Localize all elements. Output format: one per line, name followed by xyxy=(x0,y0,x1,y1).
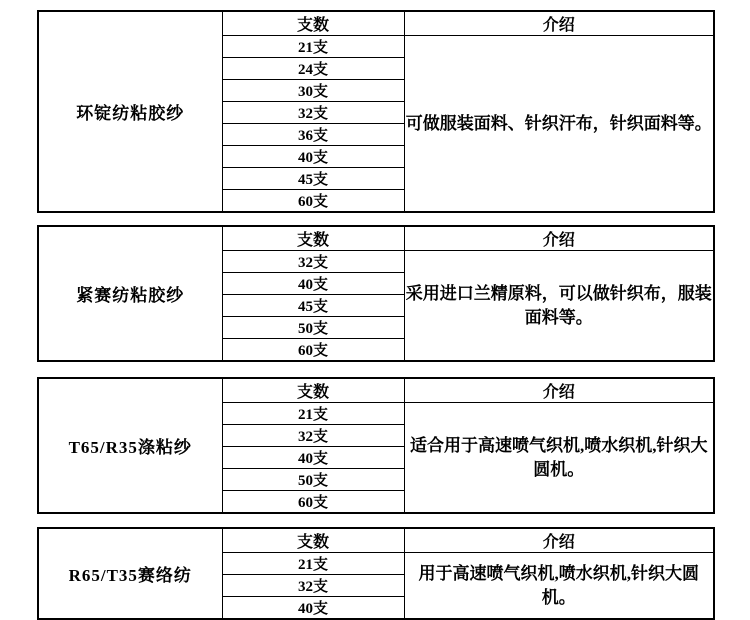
counts-header: 支数 xyxy=(222,226,404,251)
count-value: 30支 xyxy=(222,80,404,102)
product-name: 紧赛纺粘胶纱 xyxy=(38,226,222,361)
counts-header: 支数 xyxy=(222,528,404,553)
intro-text: 用于高速喷气织机,喷水织机,针织大圆机。 xyxy=(404,553,714,620)
count-value: 50支 xyxy=(222,317,404,339)
yarn-table-compact-siro-viscose xyxy=(37,225,715,362)
counts-header: 支数 xyxy=(222,378,404,403)
intro-header: 介绍 xyxy=(404,378,714,403)
count-value: 32支 xyxy=(222,251,404,273)
intro-text: 可做服装面料、针织汗布，针织面料等。 xyxy=(404,36,714,213)
count-value: 60支 xyxy=(222,491,404,514)
count-value: 60支 xyxy=(222,339,404,362)
count-value: 36支 xyxy=(222,124,404,146)
count-value: 32支 xyxy=(222,102,404,124)
count-value: 24支 xyxy=(222,58,404,80)
intro-text: 采用进口兰精原料，可以做针织布，服装面料等。 xyxy=(404,251,714,362)
count-value: 40支 xyxy=(222,273,404,295)
count-value: 40支 xyxy=(222,597,404,620)
count-value: 45支 xyxy=(222,295,404,317)
count-value: 21支 xyxy=(222,403,404,425)
intro-text: 适合用于高速喷气织机,喷水织机,针织大圆机。 xyxy=(404,403,714,514)
count-value: 50支 xyxy=(222,469,404,491)
product-name: 环锭纺粘胶纱 xyxy=(38,11,222,212)
count-value: 60支 xyxy=(222,190,404,213)
count-value: 45支 xyxy=(222,168,404,190)
yarn-table-t65-r35 xyxy=(37,377,715,514)
intro-header: 介绍 xyxy=(404,226,714,251)
count-value: 32支 xyxy=(222,425,404,447)
counts-header: 支数 xyxy=(222,11,404,36)
intro-header: 介绍 xyxy=(404,11,714,36)
count-value: 21支 xyxy=(222,553,404,575)
yarn-table-r65-t35 xyxy=(37,527,715,620)
count-value: 40支 xyxy=(222,447,404,469)
count-value: 32支 xyxy=(222,575,404,597)
yarn-table-ring-spun-viscose xyxy=(37,10,715,213)
product-name: R65/T35赛络纺 xyxy=(38,528,222,619)
product-name: T65/R35涤粘纱 xyxy=(38,378,222,513)
count-value: 21支 xyxy=(222,36,404,58)
intro-header: 介绍 xyxy=(404,528,714,553)
count-value: 40支 xyxy=(222,146,404,168)
